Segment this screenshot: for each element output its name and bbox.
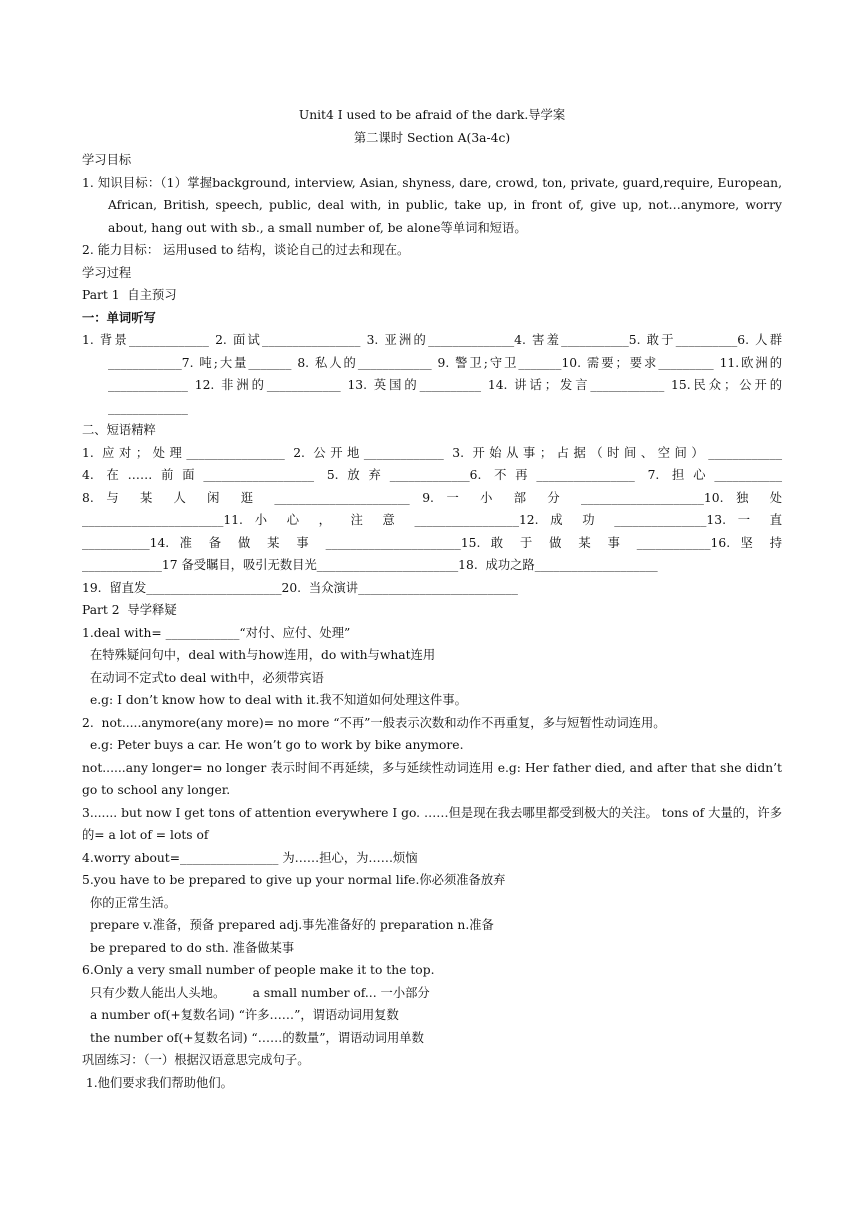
note-5-detail-b: be prepared to do sth. 准备做某事 <box>90 940 295 955</box>
phrase-line-5: ___________14. 准 备 做 某 事 ______________________15. 敢 于 做 某 事 ____________16. 坚 持 <box>82 535 782 550</box>
phrases-heading: 二、短语精粹 <box>82 423 156 437</box>
note-2: 2. not.....anymore(any more)= no more “不再”一般表示次数和动作不再重复，多与短暂性动词连用。 <box>82 715 666 730</box>
note-6-translation: 只有少数人能出人头地。 a small number of... 一小部分 <box>90 985 430 1000</box>
note-1: 1.deal with= ____________“对付、应付、处理” <box>82 625 351 640</box>
part1-heading: Part 1 自主预习 <box>82 288 177 302</box>
phrase-line-3: 8. 与 某 人 闲 逛 ______________________ 9. 一 小 部 分 ____________________10. 独 处 <box>82 490 782 505</box>
note-5-translation: 你的正常生活。 <box>90 895 177 910</box>
note-1-detail-a: 在特殊疑问句中，deal with与how连用，do with与what连用 <box>90 648 436 662</box>
note-1-example: e.g: I don’t know how to deal with it.我不知道如何处理这件事。 <box>90 693 467 707</box>
phrase-line-1: 1. 应对；处理________________ 2. 公开地_____________ 3. 开始从事；占据（时间、空间）____________ <box>82 445 782 460</box>
note-5-detail-a: prepare v.准备，预备 prepared adj.事先准备好的 preparation n.准备 <box>90 918 494 932</box>
note-2-detail: not......any longer= no longer 表示时间不再延续，多与延续性动词连用 e.g: Her father died, and after that she didn’t go to school any longer. <box>82 760 782 797</box>
note-6-detail-b: the number of(+复数名词) “……的数量”，谓语动词用单数 <box>90 1030 424 1045</box>
note-3: 3....... but now I get tons of attention everywhere I go. ……但是现在我去哪里都受到极大的关注。 tons of 大量的，许多的= a lot of = lots of <box>82 805 782 842</box>
phrase-line-7: 19. 留直发______________________20. 当众演讲__________________________ <box>82 580 518 595</box>
process-heading: 学习过程 <box>82 265 132 280</box>
document-subtitle: 第二课时 Section A(3a-4c) <box>353 130 511 145</box>
goal-ability: 2. 能力目标： 运用used to 结构，谈论自己的过去和现在。 <box>82 243 410 257</box>
note-1-detail-b: 在动词不定式to deal with中，必须带宾语 <box>90 670 324 685</box>
note-5: 5.you have to be prepared to give up your normal life.你必须准备放弃 <box>82 873 506 887</box>
phrase-line-2: 4. 在……前面__________________ 5.放弃_____________6. 不再________________ 7. 担心___________ <box>82 468 782 482</box>
phrase-line-6: _____________17 备受瞩目，吸引无数目光_______________________18. 成功之路____________________ <box>82 558 658 572</box>
goal-knowledge: 1. 知识目标：（1）掌握background, interview, Asian, shyness, dare, crowd, ton, private, guard,require, European, African, British, speech, public, deal with, in public, take up, in front of, give up, not…anymore, worry about, hang out with sb., a small number of, be alone等单词和短语。 <box>82 175 782 235</box>
part2-heading: Part 2 导学释疑 <box>82 603 177 617</box>
phrase-line-4: _______________________11. 小 心 ， 注 意 _________________12. 成 功 _______________13. 一 直 <box>82 513 782 527</box>
note-6-detail-a: a number of(+复数名词) “许多……”，谓语动词用复数 <box>90 1008 399 1022</box>
note-4: 4.worry about=________________ 为……担心，为……烦恼 <box>82 850 418 865</box>
goals-heading: 学习目标 <box>82 153 132 167</box>
vocab-heading: 一：单词听写 <box>82 309 156 325</box>
note-6: 6.Only a very small number of people make it to the top. <box>82 963 435 977</box>
document-title: Unit4 I used to be afraid of the dark.导学案 <box>298 108 566 122</box>
note-2-example: e.g: Peter buys a car. He won’t go to work by bike anymore. <box>90 738 464 752</box>
practice-heading: 巩固练习：（一）根据汉语意思完成句子。 <box>82 1053 310 1067</box>
vocab-dictation: 1. 背景_____________ 2. 面试________________ 3. 亚洲的______________4. 害羞___________5. 敢于__________6. 人群____________7. 吨;大量_______ 8. 私人的____________ 9. 警卫;守卫_______10. 需要；要求_________ 11.欧洲的_____________ 12. 非洲的____________ 13. 英国的__________ 14. 讲话；发言____________ 15.民众；公开的_____________ <box>82 333 782 415</box>
practice-question-1: 1.他们要求我们帮助他们。 <box>82 1075 233 1090</box>
